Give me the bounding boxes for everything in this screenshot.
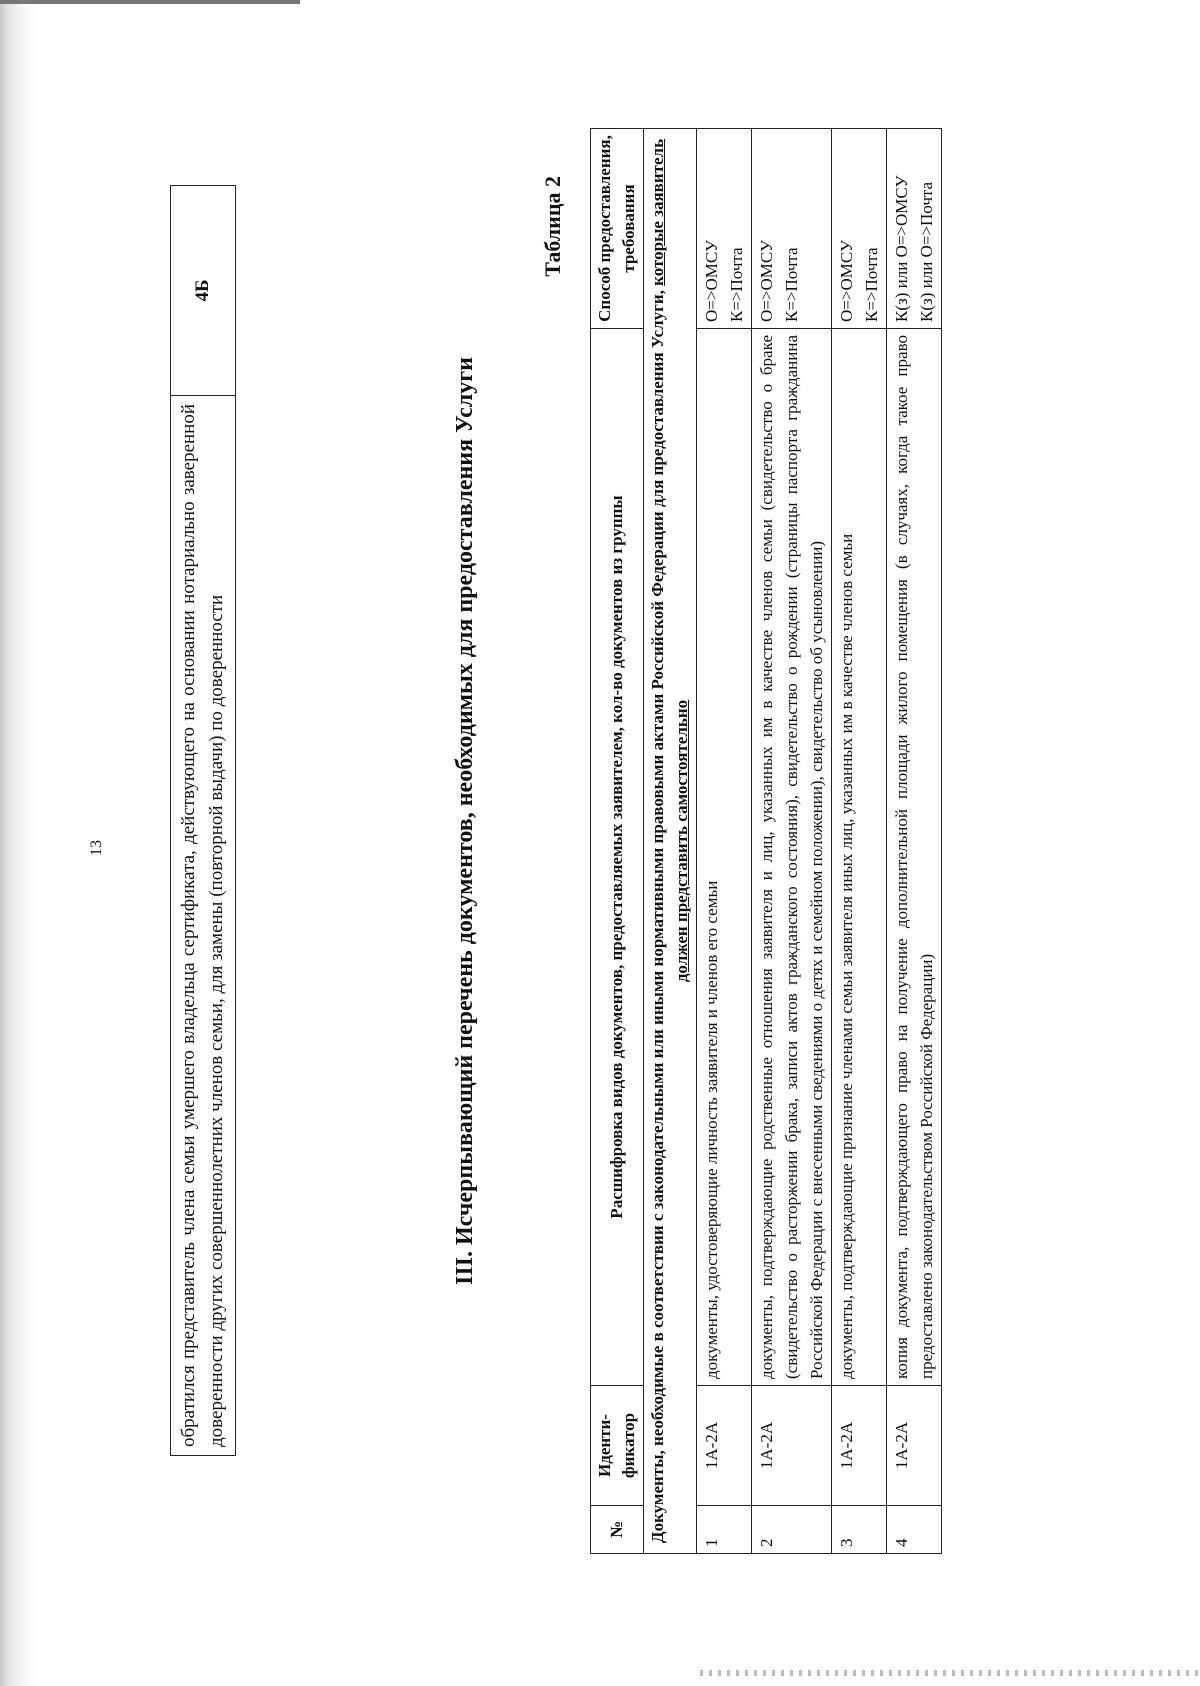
- row-desc: копия документа, подтверждающего право на получение дополнительной площади жилого помещения (в случаях, когда такое право предоставлено законодательством Российской Федерации): [887, 329, 942, 1386]
- row-method: [832, 129, 887, 329]
- table-row: [887, 129, 942, 1554]
- row-method-line: О=>ОМСУ: [702, 240, 721, 322]
- continuation-row: [171, 186, 236, 1456]
- table-row: [832, 129, 887, 1554]
- row-id: 1А-2А: [697, 1386, 752, 1506]
- group-title: [644, 129, 697, 1554]
- table-caption: Таблица 2: [540, 176, 565, 277]
- row-num: 4: [887, 1506, 942, 1554]
- header-method: Способ предоставления, требования: [591, 129, 644, 329]
- continuation-code: 4Б: [171, 186, 236, 396]
- continuation-text: обратился представитель члена семьи умершего владельца сертификата, действующего на основании нотариально заверенной доверенности других совершеннолетних членов семьи, для замены (повторной выдачи) по доверенности: [171, 396, 236, 1456]
- row-id: 1А-2А: [887, 1386, 942, 1506]
- row-method: [697, 129, 752, 329]
- section-heading: III. Исчерпывающий перечень документов, необходимых для предоставления Услуги: [452, 357, 478, 1286]
- row-desc: документы, удостоверяющие личность заявителя и членов его семьи: [697, 329, 752, 1386]
- row-method-line: О=>ОМСУ: [757, 240, 776, 322]
- row-num: 2: [752, 1506, 832, 1554]
- group-title-underlined: которые заявитель должен представить самостоятельно: [648, 138, 691, 983]
- row-method-line: К(з) или О=>Почта: [917, 181, 936, 322]
- header-id: Иденти-фикатор: [591, 1386, 644, 1506]
- header-num: №: [591, 1506, 644, 1554]
- row-method-line: К=>Почта: [727, 247, 746, 322]
- row-method-line: К=>Почта: [782, 247, 801, 322]
- table-row: [752, 129, 832, 1554]
- row-method-line: О=>ОМСУ: [837, 240, 856, 322]
- page-number: 13: [88, 840, 105, 856]
- row-method-line: К(з) или О=>ОМСУ: [892, 175, 911, 322]
- row-method: [752, 129, 832, 329]
- row-method-line: К=>Почта: [862, 247, 881, 322]
- table-group-row: [644, 129, 697, 1554]
- group-title-text: Документы, необходимые в соответствии с законодательными или иными нормативными правовыми актами Российской Федерации для предоставления Услуги,: [648, 285, 667, 1544]
- table-header-row: [591, 129, 644, 1554]
- row-id: 1А-2А: [752, 1386, 832, 1506]
- continuation-table: [170, 185, 236, 1456]
- row-id: 1А-2А: [832, 1386, 887, 1506]
- table-row: [697, 129, 752, 1554]
- row-desc: документы, подтверждающие родственные отношения заявителя и лиц, указанных им в качестве членов семьи (свидетельство о браке (свидетельство о расторжении брака, записи актов гражданского состояния), свидетельство о рождении (страницы паспорта гражданина Российской Федерации с внесенными сведениями о детях и семейном положении), свидетельство об усыновлении): [752, 329, 832, 1386]
- documents-table: [590, 128, 942, 1554]
- row-method: [887, 129, 942, 329]
- header-desc: Расшифровка видов документов, предоставляемых заявителем, кол-во документов из группы: [591, 329, 644, 1386]
- row-num: 3: [832, 1506, 887, 1554]
- row-desc: документы, подтверждающие признание членами семьи заявителя иных лиц, указанных им в качестве членов семьи: [832, 329, 887, 1386]
- row-num: 1: [697, 1506, 752, 1554]
